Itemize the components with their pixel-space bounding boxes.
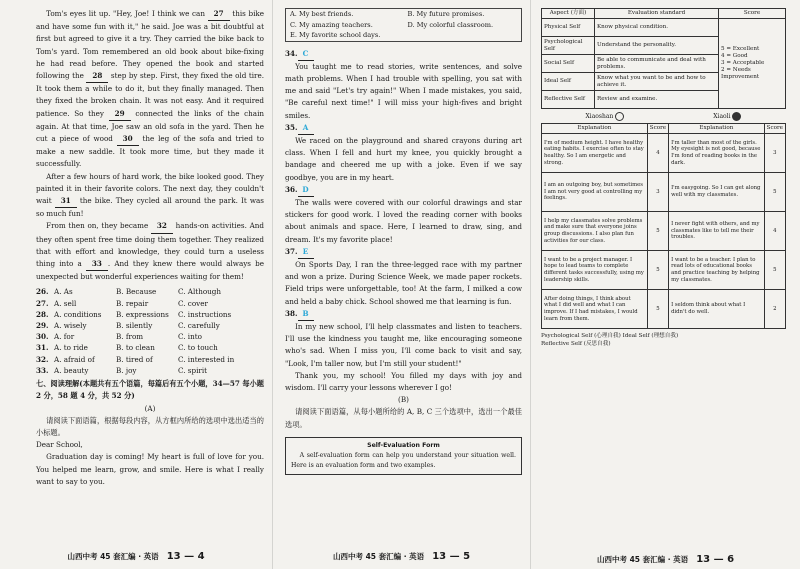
eval-expl-right: I never fight with others, and my classmates like to tell me their troubles. xyxy=(669,212,765,251)
passage-text: the leg of the sofa and tried to make a new saddle. It took more time, but they made it successfully. xyxy=(36,134,264,169)
footer-page: 13 — 4 xyxy=(166,550,205,562)
item-text: In my new school, I'll help classmates and listen to teachers. I'll use the kindness you taught me, like encouraging someone who's sad. When I miss you, I'll come back to visit and say, "Look, I'm taller now, but I'm still your student!" xyxy=(285,321,522,368)
option-n: 29. xyxy=(36,321,49,331)
option-row xyxy=(36,365,264,376)
footer-page: 13 — 6 xyxy=(696,554,735,565)
eval-score-right: 4 xyxy=(764,212,785,251)
heading-option: D. My colorful classroom. xyxy=(407,20,494,29)
item-text: On Sports Day, I ran the three-legged race with my partner and won a prize. During Science Week, we made paper rockets. Field trips were unforgettable, too! At the farm, I milked a cow and held a baby chick. School showed me that learning is fun. xyxy=(285,259,522,306)
blank-number: 31 xyxy=(55,195,77,208)
option-c: C. interested in xyxy=(178,354,235,364)
eval-score-left: 3 xyxy=(647,173,668,212)
passage-text: step by step. First, they fixed the old tire. It took them a while to do it, but they finally managed. Then they fixed the broken chain. It was not easy. And it required patience. So they xyxy=(36,71,264,118)
legend-line-1: Psychological Self (心理自我) Ideal Self (理想自我) xyxy=(541,333,679,339)
std-standard: Be able to communicate and deal with problems. xyxy=(595,55,719,73)
std-aspect: Reflective Self xyxy=(542,91,595,109)
score-scale xyxy=(719,19,786,109)
option-a: A. beauty xyxy=(54,365,89,375)
passage-text: From then on, they became xyxy=(46,221,151,231)
eval-expl-right: I'm easygoing. So I can get along well with my classmates. xyxy=(669,173,765,212)
legend xyxy=(541,332,786,348)
page-middle xyxy=(272,0,530,569)
eval-header-expl-right: Explanation xyxy=(669,124,765,134)
passage-paragraph xyxy=(36,220,264,283)
option-b: B. to clean xyxy=(116,343,155,353)
std-aspect: Social Self xyxy=(542,55,595,73)
option-b: B. from xyxy=(116,332,144,342)
option-row xyxy=(36,286,264,297)
option-b: B. repair xyxy=(116,298,149,308)
passage-text: After a few hours of hard work, the bike looked good. They painted it in their favorite colors. The next day, they couldn't wait xyxy=(36,171,264,206)
option-n: 26. xyxy=(36,287,49,297)
footer-title: 山西中考 45 套汇编 · 英语 xyxy=(332,551,425,561)
eval-score-left: 5 xyxy=(647,212,668,251)
avatar-boy-icon xyxy=(615,112,624,121)
item-text: You taught me to read stories, write sentences, and solve math problems. When I had trouble with spelling, you sat with me and said "Let's try again!" When I made mistakes, you said, "Be careful next time!" I will miss your high-fives and bright smiles. xyxy=(285,61,522,120)
eval-expl-right: I'm taller than most of the girls. My eyesight is not good, because I'm fond of reading books in the dark. xyxy=(669,134,765,173)
option-c: C. Although xyxy=(178,287,222,297)
letter-intro: Graduation day is coming! My heart is full of love for you. You helped me learn, grow, and smile. Here is what I really want to say to you. xyxy=(36,452,264,486)
section-title: 七、阅读理解(本题共有五个语篇，每篇后有五个小题，34—57 每小题 2 分，58 题 4 分，共 52 分) xyxy=(36,379,264,401)
item-header xyxy=(285,246,522,259)
heading-option: E. My favorite school days. xyxy=(290,31,381,39)
form-text: A self-evaluation form can help you understand your situation well. Here is an evaluation form and two examples. xyxy=(291,451,516,469)
option-b: B. tired of xyxy=(116,354,153,364)
passage-text: connected the links of the chain again. At that time, Joe saw an old sofa in the yard. Then he cut a piece of wood xyxy=(36,108,264,144)
item-header xyxy=(285,48,522,61)
item-number: 37. xyxy=(285,246,298,256)
letter-greeting: Dear School, xyxy=(36,440,83,450)
score-scale-line: 4 = Good xyxy=(721,53,748,59)
blank-number: 27 xyxy=(208,8,230,21)
eval-score-right: 3 xyxy=(764,134,785,173)
eval-header-score-right: Score xyxy=(764,124,785,134)
blank-number: 28 xyxy=(86,70,108,83)
item-number: 34. xyxy=(285,48,298,58)
form-intro-box xyxy=(285,437,522,475)
option-a: A. wisely xyxy=(54,321,87,331)
option-n: 33. xyxy=(36,365,49,375)
option-n: 30. xyxy=(36,332,49,342)
item-number: 35. xyxy=(285,122,298,132)
option-c: C. carefully xyxy=(178,321,220,331)
eval-expl-left: I'm of medium height. I have healthy eating habits. I exercise often to stay healthy. So I am energetic and strong. xyxy=(542,134,648,173)
option-a: A. As xyxy=(54,287,73,297)
item-header xyxy=(285,184,522,197)
item-answer: D xyxy=(298,184,314,197)
passage-paragraph xyxy=(36,171,264,221)
std-aspect: Ideal Self xyxy=(542,73,595,91)
std-standard: Know physical condition. xyxy=(595,19,719,37)
part-a-label: (A) xyxy=(144,403,156,413)
item-number: 36. xyxy=(285,184,298,194)
passage-text: hands-on activities. And they often spent free time doing them together. They realized that with effort and knowledge, they could turn a useless thing into a xyxy=(36,221,264,269)
eval-row xyxy=(542,212,786,251)
option-n: 27. xyxy=(36,298,49,308)
footer-right xyxy=(531,556,800,563)
footer-page: 13 — 5 xyxy=(432,550,471,562)
option-row xyxy=(36,331,264,342)
option-row xyxy=(36,342,264,353)
option-a: A. afraid of xyxy=(54,354,95,364)
blank-number: 32 xyxy=(151,220,173,233)
item-text: The walls were covered with our colorful drawings and star stickers for good work. I loved the reading corner with books about animals and space. Here, I learned to draw, sing, and dream. It's my favorite place! xyxy=(285,197,522,244)
option-a: A. conditions xyxy=(54,309,102,319)
std-standard: Review and examine. xyxy=(595,91,719,109)
eval-row xyxy=(542,251,786,290)
page-left xyxy=(0,0,272,569)
eval-score-left: 5 xyxy=(647,290,668,329)
blank-number: 29 xyxy=(109,108,131,121)
blank-number: 33 xyxy=(86,258,108,271)
passage-text: Tom's eyes lit up. "Hey, Joe! I think we can xyxy=(46,9,208,18)
passage-text: the bike. They cycled all around the park. It was so much fun! xyxy=(36,196,264,219)
item-text: We raced on the playground and shared crayons during art class. When I fell and hurt my knee, you quickly brought a bandage and cheered me up with a joke. Even if we say goodbye, you are in my heart. xyxy=(285,135,522,182)
heading-option: A. My best friends. xyxy=(290,10,354,18)
eval-expl-left: I help my classmates solve problems and make sure that everyone joins group discussions. I also plan fun activities for our class. xyxy=(542,212,648,251)
std-aspect: Physical Self xyxy=(542,19,595,37)
option-a: A. for xyxy=(54,332,75,342)
cloze-passage xyxy=(36,8,264,283)
heading-option: C. My amazing teachers. xyxy=(290,20,373,29)
evaluation-table xyxy=(541,123,786,329)
eval-row xyxy=(542,290,786,329)
item-answer: C xyxy=(298,48,314,61)
item-answer: E xyxy=(298,246,314,259)
blank-number: 30 xyxy=(117,133,139,146)
instruction-b: 请阅读下面语篇，从每小题所给的 A, B, C 三个选项中，选出一个最佳选项。 xyxy=(285,407,522,429)
option-n: 31. xyxy=(36,343,49,353)
eval-expl-left: After doing things, I think about what I did well and what I can improve. If I had mistakes, I would learn from them. xyxy=(542,290,648,329)
eval-expl-left: I want to be a project manager. I hope to lead teams to complete different tasks successfully, using my leadership skills. xyxy=(542,251,648,290)
item-header xyxy=(285,308,522,321)
standard-table xyxy=(541,8,786,109)
option-row xyxy=(36,298,264,309)
eval-score-left: 4 xyxy=(647,134,668,173)
eval-row xyxy=(542,134,786,173)
footer-left xyxy=(0,551,272,563)
std-header-aspect: Aspect (方面) xyxy=(542,9,595,19)
std-standard: Understand the personality. xyxy=(595,37,719,55)
option-c: C. cover xyxy=(178,298,208,308)
option-n: 32. xyxy=(36,354,49,364)
name-left: Xiaoshan xyxy=(586,112,625,121)
eval-score-left: 5 xyxy=(647,251,668,290)
option-c: C. into xyxy=(178,332,202,342)
footer-middle xyxy=(273,551,530,563)
score-scale-line: 2 = Needs Improvement xyxy=(721,67,760,80)
cloze-options xyxy=(36,286,264,376)
eval-expl-right: I want to be a teacher. I plan to read lots of educational books and practice teaching by helping my classmates. xyxy=(669,251,765,290)
std-standard: Know what you want to be and how to achieve it. xyxy=(595,73,719,91)
option-b: B. joy xyxy=(116,365,137,375)
name-right: Xiaoli xyxy=(713,112,741,121)
students-row xyxy=(541,109,786,123)
reading-items xyxy=(285,48,522,370)
option-c: C. instructions xyxy=(178,309,232,319)
option-n: 28. xyxy=(36,309,49,319)
part-b-label: (B) xyxy=(398,395,409,405)
eval-expl-right: I seldom think about what I didn't do well. xyxy=(669,290,765,329)
option-a: A. to ride xyxy=(54,343,88,353)
passage-text: . And they knew there would always be unexpected but wonderful experiences waiting for them! xyxy=(36,259,264,282)
std-aspect: Psychological Self xyxy=(542,37,595,55)
eval-score-right: 2 xyxy=(764,290,785,329)
footer-title: 山西中考 45 套汇编 · 英语 xyxy=(67,551,159,561)
std-row xyxy=(542,19,786,37)
item-answer: B xyxy=(298,308,314,321)
item-number: 38. xyxy=(285,308,298,318)
eval-header-expl-left: Explanation xyxy=(542,124,648,134)
eval-score-right: 5 xyxy=(764,251,785,290)
heading-option: B. My future promises. xyxy=(407,10,485,18)
passage-paragraph xyxy=(36,8,264,171)
std-header-score: Score xyxy=(719,9,786,19)
option-row xyxy=(36,309,264,320)
legend-line-2: Reflective Self (反思自我) xyxy=(541,341,611,347)
form-title: Self-Evaluation Form xyxy=(367,441,440,449)
eval-score-right: 5 xyxy=(764,173,785,212)
footer-title: 山西中考 45 套汇编 · 英语 xyxy=(596,555,689,564)
passage-text: this bike and have some fun with it," he said. Joe was a bit doubtful at first but agreed to give it a try. They carried the bike back to Tom's yard. Tom remembered an old book about bike-fixing he had read before. They opened the book and started following the xyxy=(36,9,264,81)
option-row xyxy=(36,354,264,365)
option-a: A. sell xyxy=(54,298,77,308)
option-b: B. silently xyxy=(116,321,153,331)
item-answer: A xyxy=(298,122,314,135)
eval-header-score-left: Score xyxy=(647,124,668,134)
heading-options-box xyxy=(285,8,522,42)
option-b: B. Because xyxy=(116,287,157,297)
score-scale-line: 5 = Excellent xyxy=(721,46,760,52)
eval-row xyxy=(542,173,786,212)
avatar-girl-icon xyxy=(732,112,741,121)
option-b: B. expressions xyxy=(116,309,169,319)
page-right xyxy=(530,0,800,569)
std-header-standard: Evaluation standard xyxy=(595,9,719,19)
instruction-a: 请阅读下面语篇，根据每段内容，从方框内所给的选项中选出适当的小标题。 xyxy=(36,415,264,437)
eval-expl-left: I am an outgoing boy, but sometimes I am not very good at controlling my feelings. xyxy=(542,173,648,212)
item-header xyxy=(285,122,522,135)
option-row xyxy=(36,320,264,331)
option-c: C. to touch xyxy=(178,343,218,353)
option-c: C. spirit xyxy=(178,365,208,375)
score-scale-line: 3 = Acceptable xyxy=(721,60,765,66)
letter-closing: Thank you, my school! You filled my days with joy and wisdom. I'll carry your lessons wherever I go! xyxy=(285,370,522,392)
